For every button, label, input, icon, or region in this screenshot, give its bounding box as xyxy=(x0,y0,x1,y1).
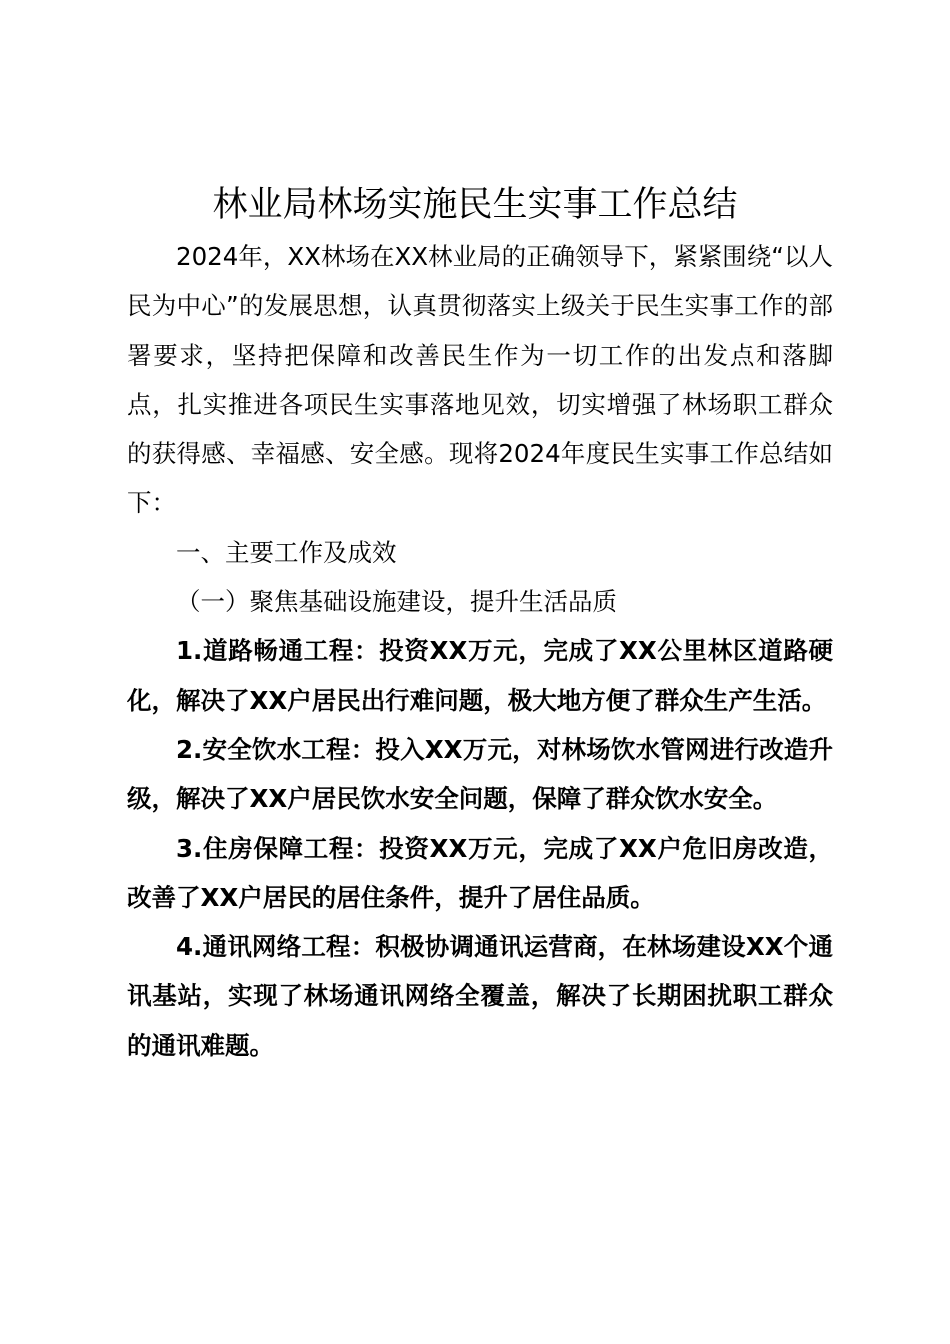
document-title: 林业局林场实施民生实事工作总结 xyxy=(212,185,738,225)
item-housing-project: 3.住房保障工程：投资XX万元，完成了XX户危旧房改造，改善了XX户居民的居住条件，提升了居住品质。 xyxy=(127,833,833,912)
intro-paragraph: 2024年，XX林场在XX林业局的正确领导下，紧紧围绕“以人民为中心”的发展思想，认真贯彻落实上级关于民生实事工作的部署要求，坚持把保障和改善民生作为一切工作的出发点和落脚点，扎实推进各项民生实事落地见效，切实增强了林场职工群众的获得感、幸福感、安全感。现将2024年度民生实事工作总结如下： xyxy=(127,242,833,518)
document-body xyxy=(127,232,833,1070)
item-road-project: 1.道路畅通工程：投资XX万元，完成了XX公里林区道路硬化，解决了XX户居民出行难问题，极大地方便了群众生产生活。 xyxy=(127,636,833,715)
subsection-heading: （一）聚焦基础设施建设，提升生活品质 xyxy=(176,587,617,617)
item-water-project: 2.安全饮水工程：投入XX万元，对林场饮水管网进行改造升级，解决了XX户居民饮水安全问题，保障了群众饮水安全。 xyxy=(127,734,833,814)
item-network-project: 4.通讯网络工程：积极协调通讯运营商，在林场建设XX个通讯基站，实现了林场通讯网络全覆盖，解决了长期困扰职工群众的通讯难题。 xyxy=(127,932,833,1060)
section-heading: 一、主要工作及成效 xyxy=(176,537,397,567)
